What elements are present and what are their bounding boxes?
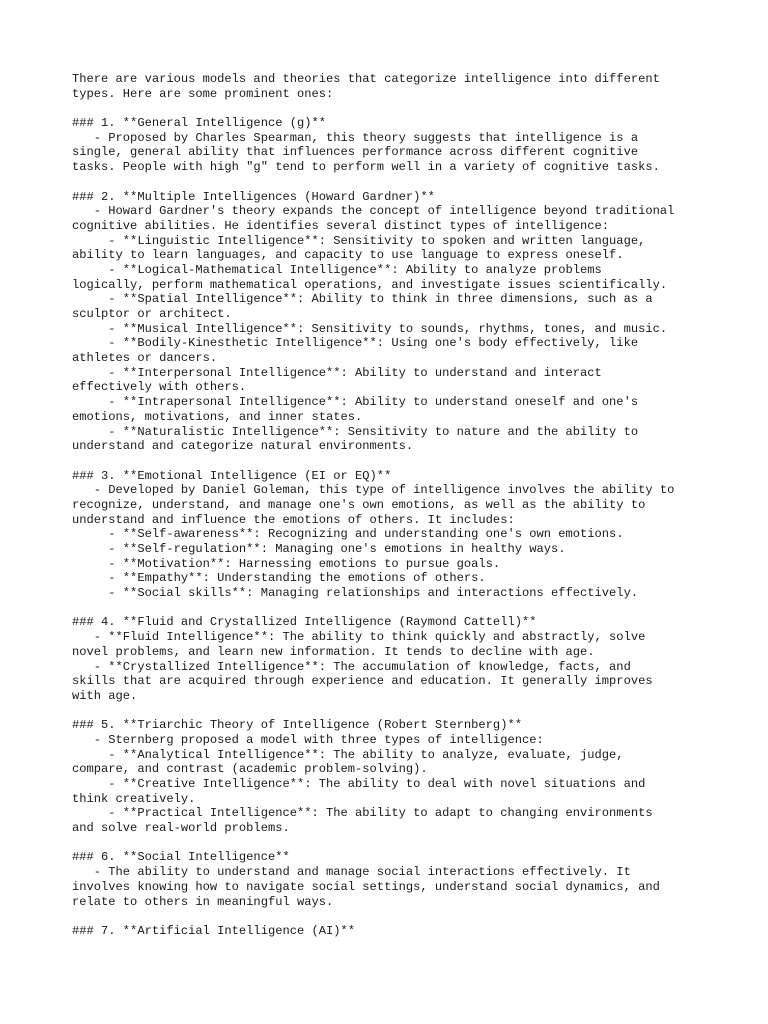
text-line: There are various models and theories that categorize intelligence into different	[72, 72, 660, 86]
section-heading: ### 2. **Multiple Intelligences (Howard Gardner)**	[72, 189, 435, 204]
text-line: athletes or dancers.	[72, 351, 218, 366]
text-line: recognize, understand, and manage one's own emotions, as well as the ability to	[72, 497, 646, 512]
text-line: relate to others in meaningful ways.	[72, 894, 334, 909]
text-line: compare, and contrast (academic problem-solving).	[72, 762, 428, 777]
list-item: - **Analytical Intelligence**: The ability to analyze, evaluate, judge,	[72, 747, 624, 762]
blank-line	[72, 101, 752, 116]
list-item: - **Motivation**: Harnessing emotions to pursue goals.	[72, 556, 501, 571]
document-body	[72, 72, 752, 939]
list-item: - **Spatial Intelligence**: Ability to think in three dimensions, such as a	[72, 292, 653, 307]
section-heading: ### 1. **General Intelligence (g)**	[72, 116, 327, 131]
list-item: - **Practical Intelligence**: The ability to adapt to changing environments	[72, 806, 653, 821]
list-item: - Howard Gardner's theory expands the concept of intelligence beyond traditional	[72, 204, 675, 219]
list-item: - **Linguistic Intelligence**: Sensitivity to spoken and written language,	[72, 233, 646, 248]
text-line: understand and categorize natural environments.	[72, 439, 414, 454]
list-item: - **Interpersonal Intelligence**: Ability to understand and interact	[72, 365, 602, 380]
list-item: - Developed by Daniel Goleman, this type of intelligence involves the ability to	[72, 483, 675, 498]
list-item: - Sternberg proposed a model with three types of intelligence:	[72, 732, 544, 747]
section-heading: ### 5. **Triarchic Theory of Intelligence (Robert Sternberg)**	[72, 718, 522, 733]
text-line: logically, perform mathematical operations, and investigate issues scientifically.	[72, 277, 668, 292]
text-line: types. Here are some prominent ones:	[72, 86, 334, 101]
list-item: - **Logical-Mathematical Intelligence**: Ability to analyze problems	[72, 262, 602, 277]
text-line: and solve real-world problems.	[72, 821, 290, 836]
list-item: - **Self-regulation**: Managing one's emotions in healthy ways.	[72, 542, 566, 556]
text-line: ability to learn languages, and capacity to use language to express oneself.	[72, 248, 624, 263]
blank-line	[72, 704, 752, 719]
list-item: - The ability to understand and manage social interactions effectively. It	[72, 865, 631, 880]
section-heading: ### 6. **Social Intelligence**	[72, 850, 290, 865]
text-line: involves knowing how to navigate social settings, understand social dynamics, and	[72, 879, 660, 894]
list-item: - **Intrapersonal Intelligence**: Ability to understand oneself and one's	[72, 395, 639, 410]
blank-line	[72, 601, 752, 616]
text-line: with age.	[72, 688, 138, 703]
text-line: skills that are acquired through experience and education. It generally improves	[72, 674, 653, 689]
list-item: - **Social skills**: Managing relationships and interactions effectively.	[72, 586, 639, 601]
blank-line	[72, 909, 752, 924]
list-item: - **Fluid Intelligence**: The ability to think quickly and abstractly, solve	[72, 630, 646, 645]
text-line: tasks. People with high "g" tend to perform well in a variety of cognitive tasks.	[72, 160, 660, 175]
list-item: - **Naturalistic Intelligence**: Sensitivity to nature and the ability to	[72, 424, 639, 439]
blank-line	[72, 175, 752, 190]
text-line: effectively with others.	[72, 380, 247, 395]
list-item: - **Crystallized Intelligence**: The accumulation of knowledge, facts, and	[72, 659, 631, 674]
blank-line	[72, 836, 752, 851]
text-line: novel problems, and learn new information. It tends to decline with age.	[72, 644, 595, 659]
section-heading: ### 3. **Emotional Intelligence (EI or EQ)**	[72, 468, 392, 483]
section-heading: ### 4. **Fluid and Crystallized Intelligence (Raymond Cattell)**	[72, 615, 537, 630]
text-line: understand and influence the emotions of others. It includes:	[72, 512, 515, 527]
list-item: - **Empathy**: Understanding the emotions of others.	[72, 571, 486, 586]
list-item: - **Creative Intelligence**: The ability to deal with novel situations and	[72, 777, 646, 791]
list-item: - Proposed by Charles Spearman, this theory suggests that intelligence is a	[72, 130, 639, 145]
text-line: single, general ability that influences performance across different cognitive	[72, 145, 639, 160]
text-line: cognitive abilities. He identifies several distinct types of intelligence:	[72, 218, 610, 233]
text-line: think creatively.	[72, 791, 196, 806]
list-item: - **Musical Intelligence**: Sensitivity to sounds, rhythms, tones, and music.	[72, 321, 668, 336]
section-heading: ### 7. **Artificial Intelligence (AI)**	[72, 923, 356, 938]
text-line: emotions, motivations, and inner states.	[72, 409, 363, 424]
list-item: - **Self-awareness**: Recognizing and understanding one's own emotions.	[72, 527, 624, 542]
list-item: - **Bodily-Kinesthetic Intelligence**: Using one's body effectively, like	[72, 336, 639, 351]
text-line: sculptor or architect.	[72, 307, 232, 321]
blank-line	[72, 454, 752, 469]
